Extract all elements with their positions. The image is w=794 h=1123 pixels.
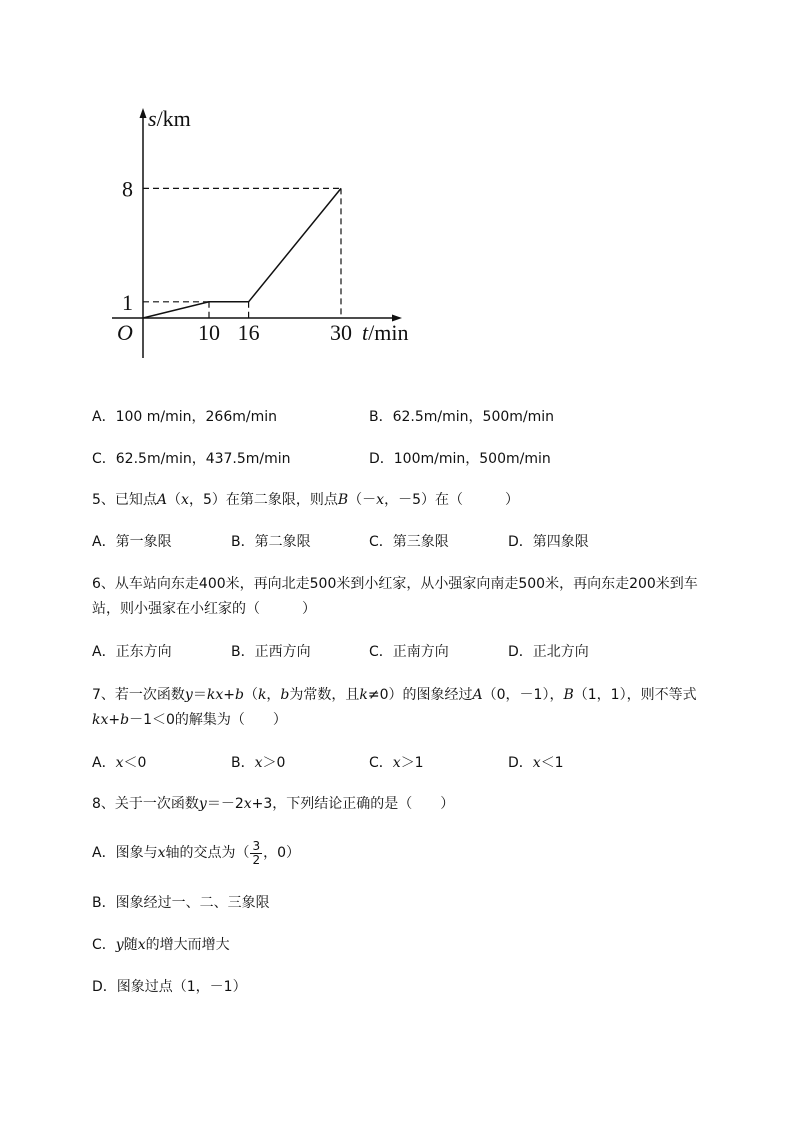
q7-option-c: C．x＞1: [369, 755, 424, 771]
q7-option-d: D．x＜1: [508, 755, 564, 771]
q5-stem: 5、已知点A（x，5）在第二象限，则点B（－x，－5）在（ ）: [92, 492, 519, 508]
q8-option-a: A．图象与x轴的交点为（ $\frac{3}{2}$ ，0）: [92, 838, 301, 867]
x-axis-label: t/min: [362, 320, 409, 345]
q4-option-b: B．62.5m/min，500m/min: [369, 409, 555, 425]
q6-option-d: D．正北方向: [508, 644, 589, 660]
q6-option-b: B．正西方向: [231, 644, 311, 660]
origin-label: O: [117, 320, 133, 345]
q7-option-b: B．x＞0: [231, 755, 286, 771]
q5-option-d: D．第四象限: [508, 534, 589, 550]
q6-option-c: C．正南方向: [369, 644, 449, 660]
q8-option-c: C．y随x的增大而增大: [92, 937, 230, 953]
q6-option-a: A．正东方向: [92, 644, 172, 660]
q5-option-c: C．第三象限: [369, 534, 449, 550]
guide-lines: [143, 188, 341, 318]
q5-option-b: B．第二象限: [231, 534, 311, 550]
y-tick-label: 1: [122, 289, 133, 315]
series-line: [143, 188, 341, 318]
distance-time-graph: [100, 98, 430, 368]
q7-option-a: A．x＜0: [92, 755, 147, 771]
y-tick-labels: [122, 176, 133, 314]
x-tick-label: 10: [198, 320, 220, 345]
q4-option-c: C．62.5m/min，437.5m/min: [92, 451, 291, 467]
q5-option-a: A．第一象限: [92, 534, 172, 550]
q7-stem-line2: kx+b－1＜0的解集为（ ）: [92, 712, 287, 728]
q8-option-d: D．图象过点（1，－1）: [92, 979, 247, 995]
q8-stem: 8、关于一次函数y＝－2x+3，下列结论正确的是（ ）: [92, 796, 455, 812]
q4-option-a: A．100 m/min，266m/min: [92, 409, 277, 425]
q6-stem-line1: 6、从车站向东走400米，再向北走500米到小红家，从小强家向南走500米，再向东走200米到车: [92, 576, 698, 592]
x-tick-label: 30: [330, 320, 352, 345]
q4-option-d: D．100m/min，500m/min: [369, 451, 551, 467]
y-axis-arrow: [140, 108, 147, 118]
q6-stem-line2: 站，则小强家在小红家的（ ）: [92, 601, 316, 617]
q7-stem-line1: 7、若一次函数y＝kx+b（k，b为常数，且k≠0）的图象经过A（0，－1），B（1，1），则不等式: [92, 687, 697, 703]
y-tick-label: 8: [122, 176, 133, 202]
y-axis-label: s/km: [148, 106, 191, 131]
fraction-three-halves: $\frac{3}{2}$: [252, 838, 261, 867]
x-tick-labels: [198, 320, 352, 345]
x-tick-label: 16: [237, 320, 260, 345]
q8-option-b: B．图象经过一、二、三象限: [92, 895, 270, 911]
